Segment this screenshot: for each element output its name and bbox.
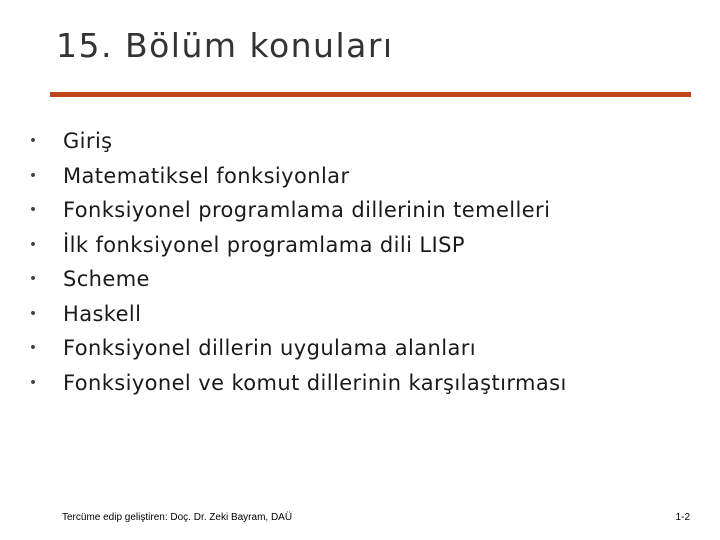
footer-credit: Tercüme edip geliştiren: Doç. Dr. Zeki Bayram, DAÜ (62, 512, 293, 523)
list-item-text: Fonksiyonel dillerin uygulama alanları (63, 336, 476, 360)
list-item-text: Haskell (63, 301, 142, 326)
bullet-icon: • (28, 340, 38, 356)
page-number: 1-2 (675, 512, 690, 523)
bullet-icon: • (28, 167, 38, 184)
bullet-icon: • (28, 271, 38, 287)
list-item-text: Fonksiyonel programlama dillerinin temelleri (63, 198, 551, 222)
bullet-icon: • (28, 305, 38, 322)
list-item-text: İlk fonksiyonel programlama dili LISP (63, 232, 465, 257)
bullet-icon: • (28, 236, 38, 253)
title-underline (50, 92, 691, 97)
bullet-icon: • (28, 133, 38, 149)
bullet-icon: • (28, 202, 38, 218)
bullet-icon: • (28, 374, 38, 391)
list-item-text: Fonksiyonel ve komut dillerinin karşılaştırması (63, 370, 567, 395)
list-item-text: Matematiksel fonksiyonlar (63, 163, 350, 188)
list-item-text: Giriş (63, 129, 113, 153)
list-item-text: Scheme (63, 267, 150, 291)
slide-title: 15. Bölüm konuları (56, 26, 394, 65)
